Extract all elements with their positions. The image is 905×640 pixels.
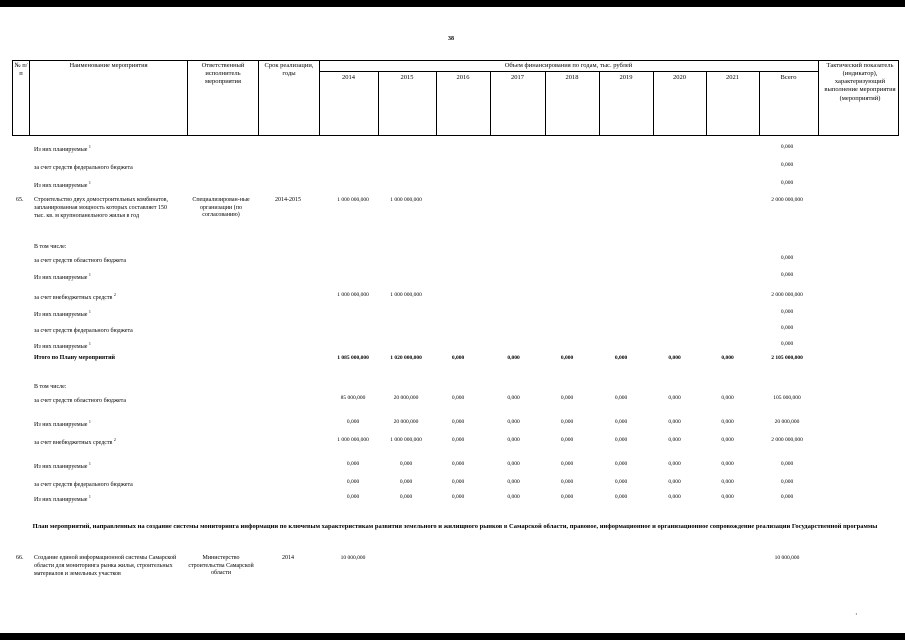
value-2020: 0,000: [668, 461, 681, 467]
row-label: за счет внебюджетных средств $^2$: [34, 292, 116, 301]
executor-cell: Министерство строительства Самарской области: [188, 555, 254, 576]
row-number: 65.: [16, 197, 24, 203]
value-2018: 0,000: [560, 437, 574, 443]
value-2019: 0,000: [614, 419, 628, 425]
value-2021: 0,000: [721, 437, 734, 443]
value-2017: 0,000: [507, 494, 520, 500]
top-border: [0, 0, 905, 7]
row-label: за счет средств федерального бюджета: [34, 328, 133, 334]
value-2019: 0,000: [614, 437, 628, 443]
value-2018: 0,000: [560, 419, 574, 425]
value-2015: 0,000: [399, 479, 413, 485]
row-label: Из них планируемые $^1$: [34, 461, 91, 470]
value-2015: 0,000: [399, 494, 413, 500]
value-2016: 0,000: [451, 494, 465, 500]
value-2017: 0,000: [507, 355, 520, 361]
value-2014: 1 000 000,000: [337, 292, 369, 298]
value-2017: 0,000: [507, 461, 520, 467]
value-2014: 0,000: [346, 461, 360, 467]
value-total: 0,000: [780, 272, 794, 278]
header-year-2020: 2020: [673, 74, 686, 81]
value-2015: 0,000: [399, 461, 413, 467]
value-total: 0,000: [780, 325, 794, 331]
row-number: 66.: [16, 555, 24, 561]
value-2014: 0,000: [346, 479, 360, 485]
including-label: В том числе:: [34, 244, 67, 250]
stray-mark: ·: [855, 610, 858, 619]
total-cell: 0,000: [780, 180, 794, 186]
value-2021: 0,000: [721, 395, 734, 401]
header-executor: Ответственный исполнитель мероприятия: [201, 62, 245, 86]
total-cell: 10 000,000: [774, 555, 800, 561]
page-number: 38: [448, 36, 454, 42]
header-name: Наименование мероприятия: [69, 62, 148, 69]
value-2017: 0,000: [507, 479, 520, 485]
value-2014: 1 085 000,000: [337, 355, 369, 361]
value-2015: 1 000 000,000: [390, 292, 422, 298]
row-label: за счет средств областного бюджета: [34, 398, 127, 404]
period-cell: 2014: [282, 555, 294, 561]
value-total: 0,000: [780, 494, 794, 500]
value-2016: 0,000: [451, 437, 465, 443]
header-year-2018: 2018: [565, 74, 579, 81]
value-2014: 10 000,000: [340, 555, 366, 561]
value-2020: 0,000: [668, 419, 681, 425]
executor-cell: Специализирован-ные организации (по согласованию): [192, 197, 250, 218]
value-2018: 0,000: [560, 355, 574, 361]
header-year-2021: 2021: [726, 74, 739, 81]
value-2019: 0,000: [614, 395, 628, 401]
value-total: 0,000: [780, 255, 794, 261]
value-2019: 0,000: [614, 479, 628, 485]
bottom-border: [0, 633, 905, 640]
value-2016: 0,000: [451, 479, 465, 485]
row-label: Из них планируемые $^1$: [34, 494, 91, 503]
header-financing: Объем финансирования по годам, тыс. рублей: [504, 62, 633, 69]
header-year-2017: 2017: [511, 74, 524, 81]
value-2021: 0,000: [721, 461, 734, 467]
header-num: № п/п: [14, 62, 28, 78]
total-cell: 2 000 000,000: [771, 197, 803, 203]
header-indicator: Тактический показатель (индикатор), характеризующий выполнение мероприятия (мероприятий): [824, 62, 896, 102]
value-2018: 0,000: [560, 461, 574, 467]
value-total: 0,000: [780, 479, 794, 485]
row-label: за счет средств федерального бюджета: [34, 482, 133, 488]
period-cell: 2014-2015: [275, 197, 301, 203]
value-2017: 0,000: [507, 437, 520, 443]
value-2016: 0,000: [451, 461, 465, 467]
value-2015: 1 000 000,000: [390, 197, 422, 203]
value-total: 2 000 000,000: [771, 292, 803, 298]
value-2014: 1 000 000,000: [337, 197, 369, 203]
total-cell: 0,000: [780, 162, 794, 168]
row-label: Из них планируемые $^1$: [34, 309, 91, 318]
value-2015: 1 020 000,000: [390, 355, 422, 361]
value-2020: 0,000: [668, 479, 681, 485]
value-total: 2 000 000,000: [771, 437, 803, 443]
measure-name: Создание единой информационной системы Самарской области для мониторинга рынка жилья, строительных материалов и земельных участков: [34, 555, 177, 577]
value-2018: 0,000: [560, 479, 574, 485]
value-total: 20 000,000: [774, 419, 800, 425]
header-year-2019: 2019: [619, 74, 633, 81]
value-2014: 0,000: [346, 494, 360, 500]
value-total: 105 000,000: [773, 395, 801, 401]
value-2014: 85 000,000: [340, 395, 366, 401]
value-2017: 0,000: [507, 395, 520, 401]
value-2014: 0,000: [346, 419, 360, 425]
row-label: за счет средств областного бюджета: [34, 258, 127, 264]
value-2015: 20 000,000: [393, 419, 419, 425]
measure-name: Строительство двух домостроительных комбинатов, запланированная мощность которых составляет 150 тыс. кв. м крупнопанельного жилья в год: [34, 197, 168, 219]
row-label: за счет средств федерального бюджета: [34, 165, 133, 171]
value-2021: 0,000: [721, 479, 734, 485]
header-period: Срок реализации, годы: [264, 62, 314, 78]
row-label: Из них планируемые $^1$: [34, 419, 91, 428]
value-2017: 0,000: [507, 419, 520, 425]
value-2020: 0,000: [668, 437, 681, 443]
including-label: В том числе:: [34, 384, 67, 390]
value-2021: 0,000: [721, 494, 734, 500]
section-title: План мероприятий, направленных на создание системы мониторинга информации по ключевым характеристикам развития земельного и жилищного рынков в Самарской области, правовое, информационное и организационное сопровождение реализации Государственной программы: [32, 523, 878, 530]
value-2015: 1 000 000,000: [390, 437, 422, 443]
value-2021: 0,000: [721, 355, 734, 361]
value-2020: 0,000: [668, 494, 681, 500]
table-header: [12, 60, 899, 136]
value-2016: 0,000: [451, 355, 465, 361]
value-total: 0,000: [780, 309, 794, 315]
value-total: 0,000: [780, 341, 794, 347]
value-2020: 0,000: [668, 395, 681, 401]
header-year-2014: 2014: [342, 74, 355, 81]
value-2019: 0,000: [614, 494, 628, 500]
row-label: Из них планируемые $^1$: [34, 341, 91, 350]
total-cell: 0,000: [780, 144, 794, 150]
value-2019: 0,000: [614, 461, 628, 467]
row-label: Из них планируемые $^1$: [34, 144, 91, 153]
row-label: Из них планируемые $^1$: [34, 272, 91, 281]
header-year-2015: 2015: [400, 74, 414, 81]
value-total: 2 105 000,000: [771, 355, 803, 361]
row-label: за счет внебюджетных средств $^2$: [34, 437, 116, 446]
value-2016: 0,000: [451, 395, 465, 401]
value-2019: 0,000: [614, 355, 628, 361]
plan-total-label: Итого по Плану мероприятий: [34, 355, 116, 361]
header-total: Всего: [780, 74, 797, 81]
header-year-2016: 2016: [456, 74, 470, 81]
value-2014: 1 000 000,000: [337, 437, 369, 443]
row-label: Из них планируемые $^1$: [34, 180, 91, 189]
value-2015: 20 000,000: [393, 395, 419, 401]
value-2016: 0,000: [451, 419, 465, 425]
value-2020: 0,000: [668, 355, 681, 361]
value-2018: 0,000: [560, 395, 574, 401]
value-2018: 0,000: [560, 494, 574, 500]
value-total: 0,000: [780, 461, 794, 467]
value-2021: 0,000: [721, 419, 734, 425]
